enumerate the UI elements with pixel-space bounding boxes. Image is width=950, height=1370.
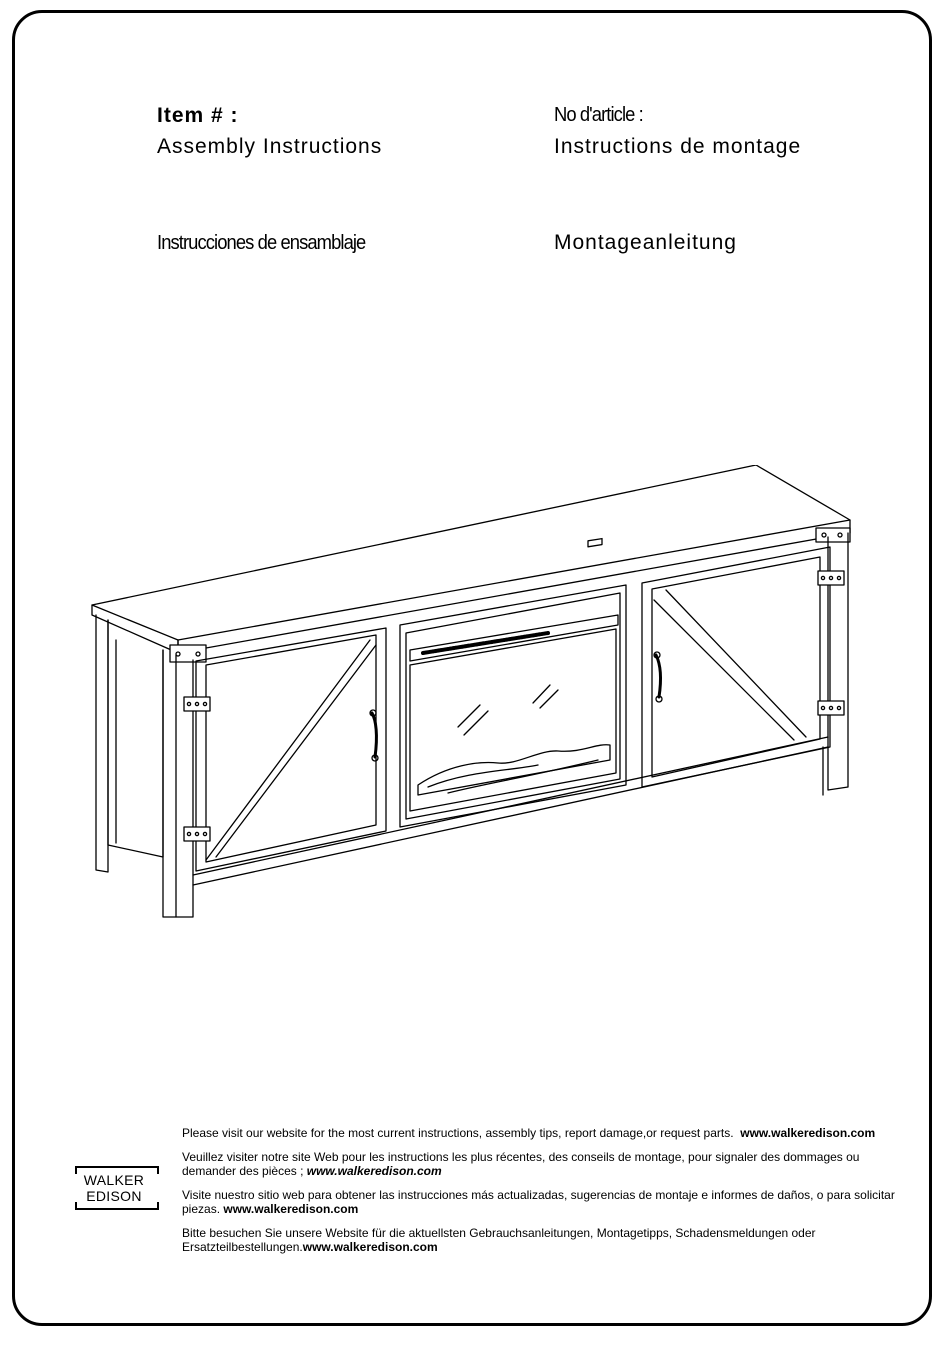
- footer-website-notice: [182, 1126, 909, 1264]
- walker-edison-logo: [55, 1172, 173, 1204]
- assembly-instructions-es: Instrucciones de ensamblaje: [157, 232, 366, 254]
- logo-top-bracket: [75, 1166, 159, 1174]
- footer-notice-es: [182, 1188, 909, 1216]
- footer-notice-en: [182, 1126, 909, 1140]
- footer-text-en: Please visit our website for the most current instructions, assembly tips, report damage,or request parts.: [182, 1126, 734, 1140]
- footer-notice-de: [182, 1226, 909, 1254]
- footer-link-fr[interactable]: www.walkeredison.com: [306, 1164, 442, 1178]
- footer-notice-fr: [182, 1150, 909, 1178]
- logo-bottom-bracket: [75, 1202, 159, 1210]
- footer-link-de[interactable]: www.walkeredison.com: [302, 1240, 438, 1254]
- footer-text-fr: Veuillez visiter notre site Web pour les instructions les plus récentes, des conseils de montage, pour signaler des dommages ou demander des pièces ;: [182, 1150, 860, 1178]
- footer-text-de: Bitte besuchen Sie unsere Website für die aktuellsten Gebrauchsanleitungen, Montagetipps, Schadensmeldungen oder Ersatzteilbestellungen.: [182, 1226, 816, 1254]
- footer-text-es: Visite nuestro sitio web para obtener las instrucciones más actualizadas, sugerencias de montaje e informes de daños, o para solicitar piezas.: [182, 1188, 895, 1216]
- tv-stand-fireplace-illustration: [88, 465, 858, 925]
- assembly-instructions-fr: Instructions de montage: [554, 135, 802, 158]
- footer-link-en[interactable]: www.walkeredison.com: [740, 1126, 876, 1140]
- footer-link-es[interactable]: www.walkeredison.com: [223, 1202, 359, 1216]
- item-number-label-fr: No d'article :: [554, 104, 643, 126]
- item-number-label-en: Item # :: [157, 104, 239, 127]
- assembly-instructions-en: Assembly Instructions: [157, 135, 383, 158]
- logo-text: WALKER EDISON: [83, 1172, 145, 1204]
- assembly-instructions-de: Montageanleitung: [554, 231, 737, 254]
